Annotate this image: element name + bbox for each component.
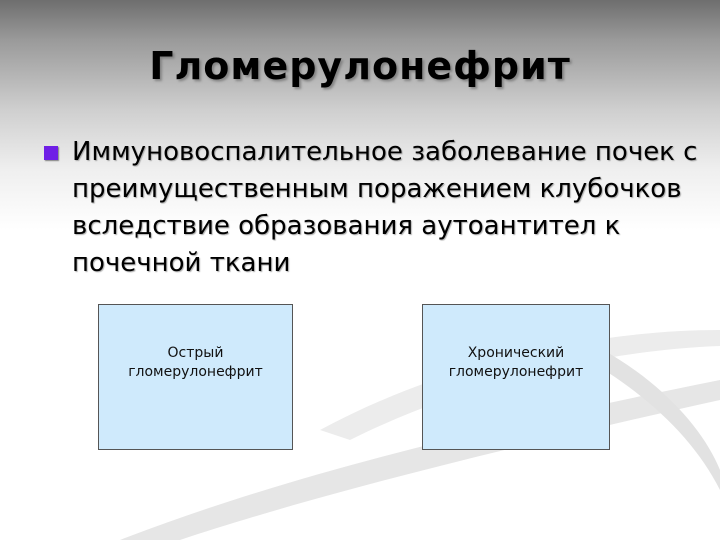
acute-box-line2: гломерулонефрит (128, 364, 263, 380)
chronic-box-line1: Хронический (467, 345, 565, 361)
acute-glomerulonephritis-box (98, 304, 293, 450)
chronic-box-line2: гломерулонефрит (448, 364, 584, 380)
acute-box-line1: Острый (167, 345, 224, 361)
acute-box-label (128, 344, 263, 382)
square-bullet-icon (44, 146, 58, 160)
chronic-box-label (449, 344, 584, 382)
slide-title: Гломерулонефрит (149, 44, 571, 88)
bullet-text: Иммуновоспалительное заболевание почек с преимущественным поражением клубочков вследствие образования аутоантител к почечной ткани (72, 137, 698, 278)
chronic-glomerulonephritis-box (422, 304, 610, 450)
